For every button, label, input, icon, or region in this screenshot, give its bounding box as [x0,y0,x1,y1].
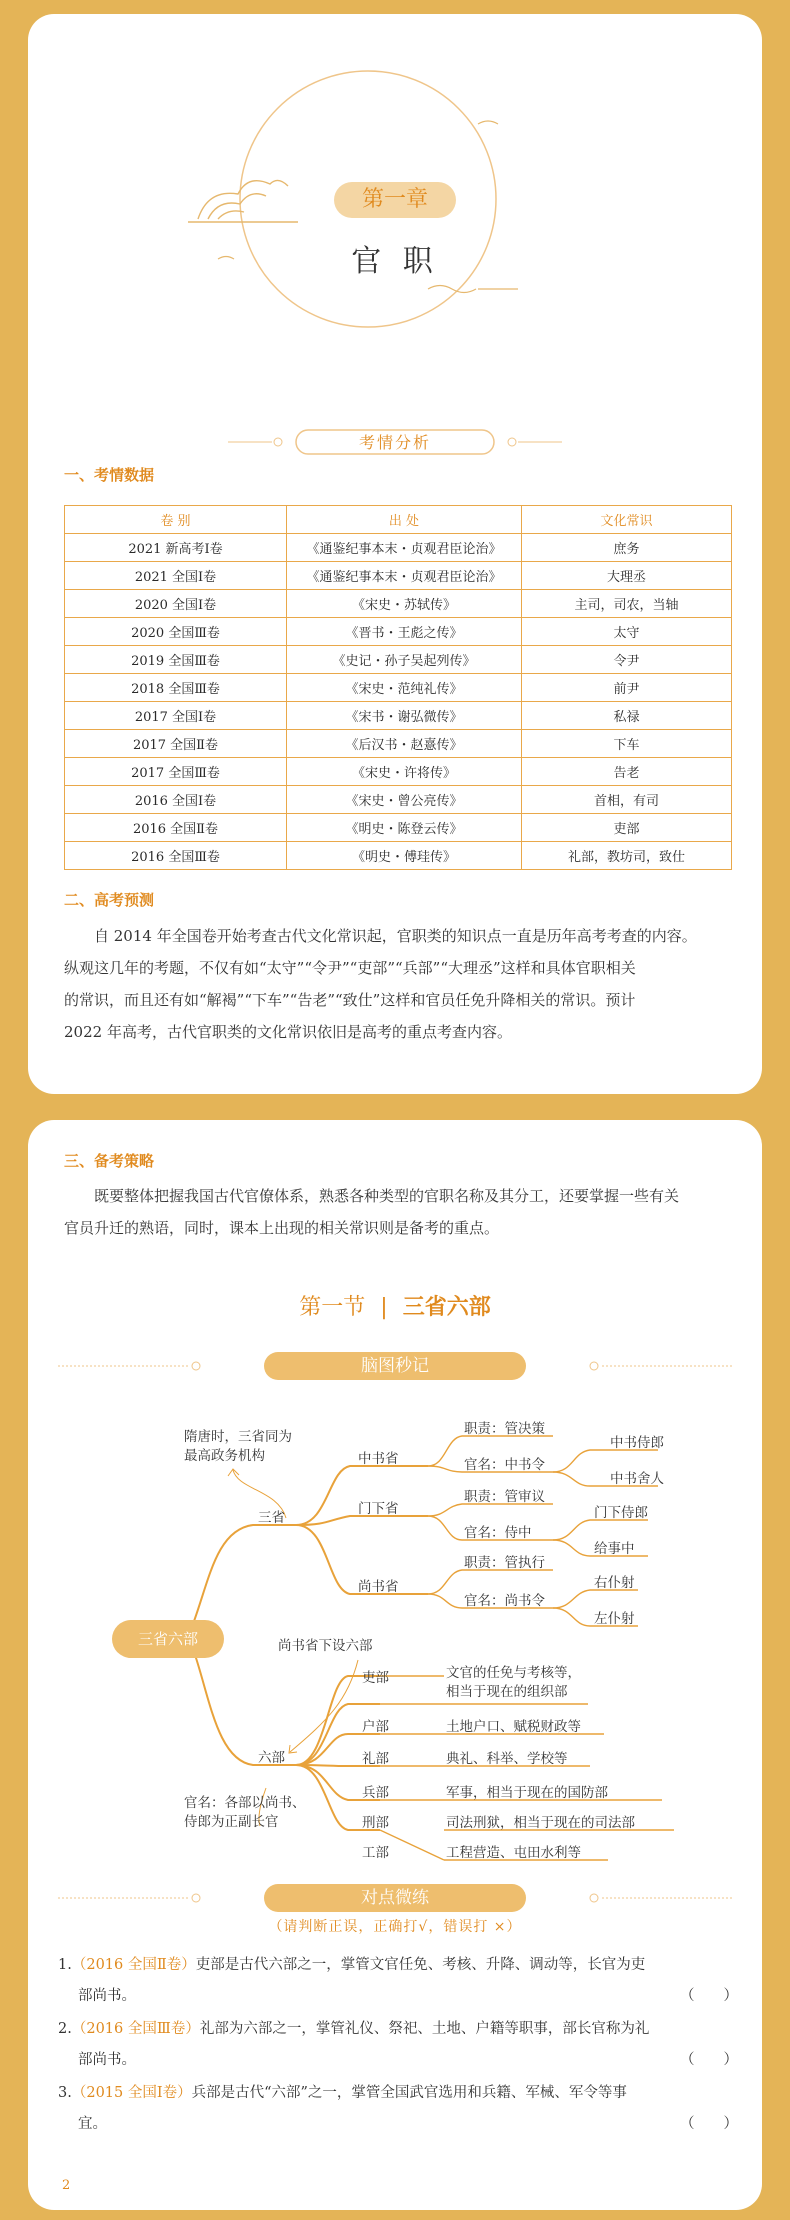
bu-name: 工部 [362,1845,389,1861]
menxia-duty: 职责：管审议 [464,1489,545,1505]
table-row [65,814,732,842]
table-row [65,674,732,702]
node-sansheng: 三省 [258,1510,285,1526]
table-row [65,534,732,562]
table-cell: 2021 全国Ⅰ卷 [65,562,287,590]
table-cell: 2020 全国Ⅰ卷 [65,590,287,618]
page-number: 2 [62,2178,71,2193]
bu-name: 刑部 [362,1815,389,1831]
table-cell: 《宋史・许将传》 [287,758,522,786]
table-cell: 告老 [522,758,732,786]
practice-hint: （请判断正误，正确打√，错误打 ×） [268,1919,522,1935]
table-cell: 2021 新高考Ⅰ卷 [65,534,287,562]
question-text: 部尚书。 [78,1988,136,2004]
bu-desc-line: 文官的任免与考核等， [446,1665,581,1681]
table-cell: 2018 全国Ⅲ卷 [65,674,287,702]
question-text: 礼部为六部之一，掌管礼仪、祭祀、土地、户籍等职事，部长官称为礼 [199,2021,650,2037]
shangshu-sub: 左仆射 [594,1611,635,1627]
table-cell: 礼部，教坊司，致仕 [522,842,732,870]
paragraph-line: 既要整体把握我国古代官僚体系，熟悉各种类型的官职名称及其分工，还要掌握一些有关 [94,1187,680,1205]
upper-page-card [28,14,762,1094]
table-cell: 《明史・傅珪传》 [287,842,522,870]
zhongshu-title: 官名：中书令 [464,1457,545,1473]
table-cell: 《史记・孙子吴起列传》 [287,646,522,674]
paragraph-line: 官员升迁的熟语，同时，课本上出现的相关常识则是备考的重点。 [64,1219,500,1237]
cloud-icon [188,180,298,222]
forecast-paragraph [64,920,736,1048]
node-zhongshu: 中书省 [358,1451,399,1467]
exam-data-table [64,505,732,870]
bu-name: 吏部 [362,1670,389,1686]
table-cell: 首相，有司 [522,786,732,814]
table-cell: 主司，司农，当轴 [522,590,732,618]
question-number: 3. [58,2085,72,2101]
paragraph-line: 的常识，而且还有如“解褐”“下车”“告老”“致仕”这样和官员任免升降相关的常识。预计 [64,991,636,1009]
table-cell: 令尹 [522,646,732,674]
table-cell: 《通鉴纪事本末・贞观君臣论治》 [287,534,522,562]
shangshu-duty: 职责：管执行 [464,1555,545,1571]
note-line: 隋唐时，三省同为 [184,1429,292,1445]
table-row [65,618,732,646]
answer-blank[interactable]: （ ） [680,2052,738,2068]
paragraph-line: 纵观这几年的考题，不仅有如“太守”“令尹”“吏部”“兵部”“大理丞”这样和具体官职相关 [64,959,636,977]
question-source: （2016 全国Ⅲ卷） [71,2021,200,2037]
table-row [65,842,732,870]
question-number: 1. [58,1957,72,1973]
analysis-banner: 考情分析 [358,433,431,452]
section-heading-data: 一、考情数据 [64,466,155,484]
table-cell: 2017 全国Ⅲ卷 [65,758,287,786]
section-title-prefix: 第一节 [299,1295,366,1320]
chapter-title: 官 职 [351,244,439,279]
section-title-separator: | [380,1295,388,1320]
table-cell: 下车 [522,730,732,758]
practice-banner: 对点微练 [264,1884,526,1912]
bu-desc-line: 相当于现在的组织部 [446,1684,568,1700]
table-cell: 《宋书・谢弘微传》 [287,702,522,730]
table-row [65,562,732,590]
chapter-label: 第一章 [334,182,456,218]
section-heading-forecast: 二、高考预测 [64,891,155,909]
table-row [65,758,732,786]
table-row [65,646,732,674]
zhongshu-duty: 职责：管决策 [464,1421,545,1437]
mindmap-banner: 脑图秒记 [264,1352,526,1380]
table-header-row [65,506,732,534]
bu-name: 兵部 [362,1785,389,1801]
table-header: 卷 别 [65,506,287,534]
sansheng-note [184,1428,292,1466]
table-cell: 2016 全国Ⅰ卷 [65,786,287,814]
bu-name: 户部 [362,1719,389,1735]
table-cell: 2016 全国Ⅱ卷 [65,814,287,842]
zhongshu-sub: 中书舍人 [610,1471,664,1487]
question-source: （2016 全国Ⅱ卷） [71,1957,196,1973]
bu-desc: 军事，相当于现在的国防部 [446,1785,608,1801]
liubu-note [184,1794,306,1832]
table-cell: 2016 全国Ⅲ卷 [65,842,287,870]
lower-page-card [28,1120,762,2210]
zhongshu-sub: 中书侍郎 [610,1435,664,1451]
table-cell: 《通鉴纪事本末・贞观君臣论治》 [287,562,522,590]
table-cell: 《宋史・曾公亮传》 [287,786,522,814]
table-cell: 《宋史・苏轼传》 [287,590,522,618]
bu-desc [446,1664,581,1702]
table-cell: 《宋史・范纯礼传》 [287,674,522,702]
question-text: 部尚书。 [78,2052,136,2068]
paragraph-line: 自 2014 年全国卷开始考查古代文化常识起，官职类的知识点一直是历年高考考查的内容。 [94,927,697,945]
table-row [65,786,732,814]
question-number: 2. [58,2021,72,2037]
table-row [65,590,732,618]
table-header: 出 处 [287,506,522,534]
section-heading-strategy: 三、备考策略 [64,1152,155,1170]
section-title-name: 三省六部 [402,1295,491,1320]
bu-desc: 工程营造、屯田水利等 [446,1845,581,1861]
note-line: 最高政务机构 [184,1448,265,1464]
mindmap-root: 三省六部 [112,1620,224,1658]
table-cell: 《晋书・王彪之传》 [287,618,522,646]
table-header: 文化常识 [522,506,732,534]
table-cell: 太守 [522,618,732,646]
menxia-title: 官名：侍中 [464,1525,532,1541]
table-cell: 2019 全国Ⅲ卷 [65,646,287,674]
bu-desc: 司法刑狱，相当于现在的司法部 [446,1815,635,1831]
menxia-sub: 门下侍郎 [594,1505,648,1521]
table-cell: 私禄 [522,702,732,730]
bu-name: 礼部 [362,1751,389,1767]
arrow-note: 尚书省下设六部 [278,1638,373,1654]
question-text: 兵部是古代“六部”之一，掌管全国武官选用和兵籍、军械、军令等事 [191,2085,627,2101]
bu-desc: 土地户口、赋税财政等 [446,1719,581,1735]
question-text: 吏部是古代六部之一，掌管文官任免、考核、升降、调动等，长官为吏 [195,1957,646,1973]
table-cell: 《明史・陈登云传》 [287,814,522,842]
table-cell: 庶务 [522,534,732,562]
menxia-sub: 给事中 [594,1541,635,1557]
table-row [65,702,732,730]
table-cell: 2020 全国Ⅲ卷 [65,618,287,646]
shangshu-title: 官名：尚书令 [464,1593,545,1609]
practice-question [58,1950,738,2012]
table-cell: 前尹 [522,674,732,702]
practice-question [58,2078,738,2140]
table-row [65,730,732,758]
shangshu-sub: 右仆射 [594,1575,635,1591]
question-source: （2015 全国Ⅰ卷） [71,2085,192,2101]
node-shangshu: 尚书省 [358,1579,399,1595]
table-cell: 2017 全国Ⅱ卷 [65,730,287,758]
question-text: 宜。 [78,2116,107,2132]
note-line: 侍郎为正副长官 [184,1814,279,1830]
bu-desc: 典礼、科举、学校等 [446,1751,568,1767]
table-cell: 《后汉书・赵憙传》 [287,730,522,758]
node-liubu: 六部 [258,1750,285,1766]
node-menxia: 门下省 [358,1501,399,1517]
table-cell: 吏部 [522,814,732,842]
paragraph-line: 2022 年高考，古代官职类的文化常识依旧是高考的重点考查内容。 [64,1023,512,1041]
answer-blank[interactable]: （ ） [680,1988,738,2004]
answer-blank[interactable]: （ ） [680,2116,738,2132]
table-cell: 2017 全国Ⅰ卷 [65,702,287,730]
practice-question [58,2014,738,2076]
table-cell: 大理丞 [522,562,732,590]
note-line: 官名：各部以尚书、 [184,1795,306,1811]
